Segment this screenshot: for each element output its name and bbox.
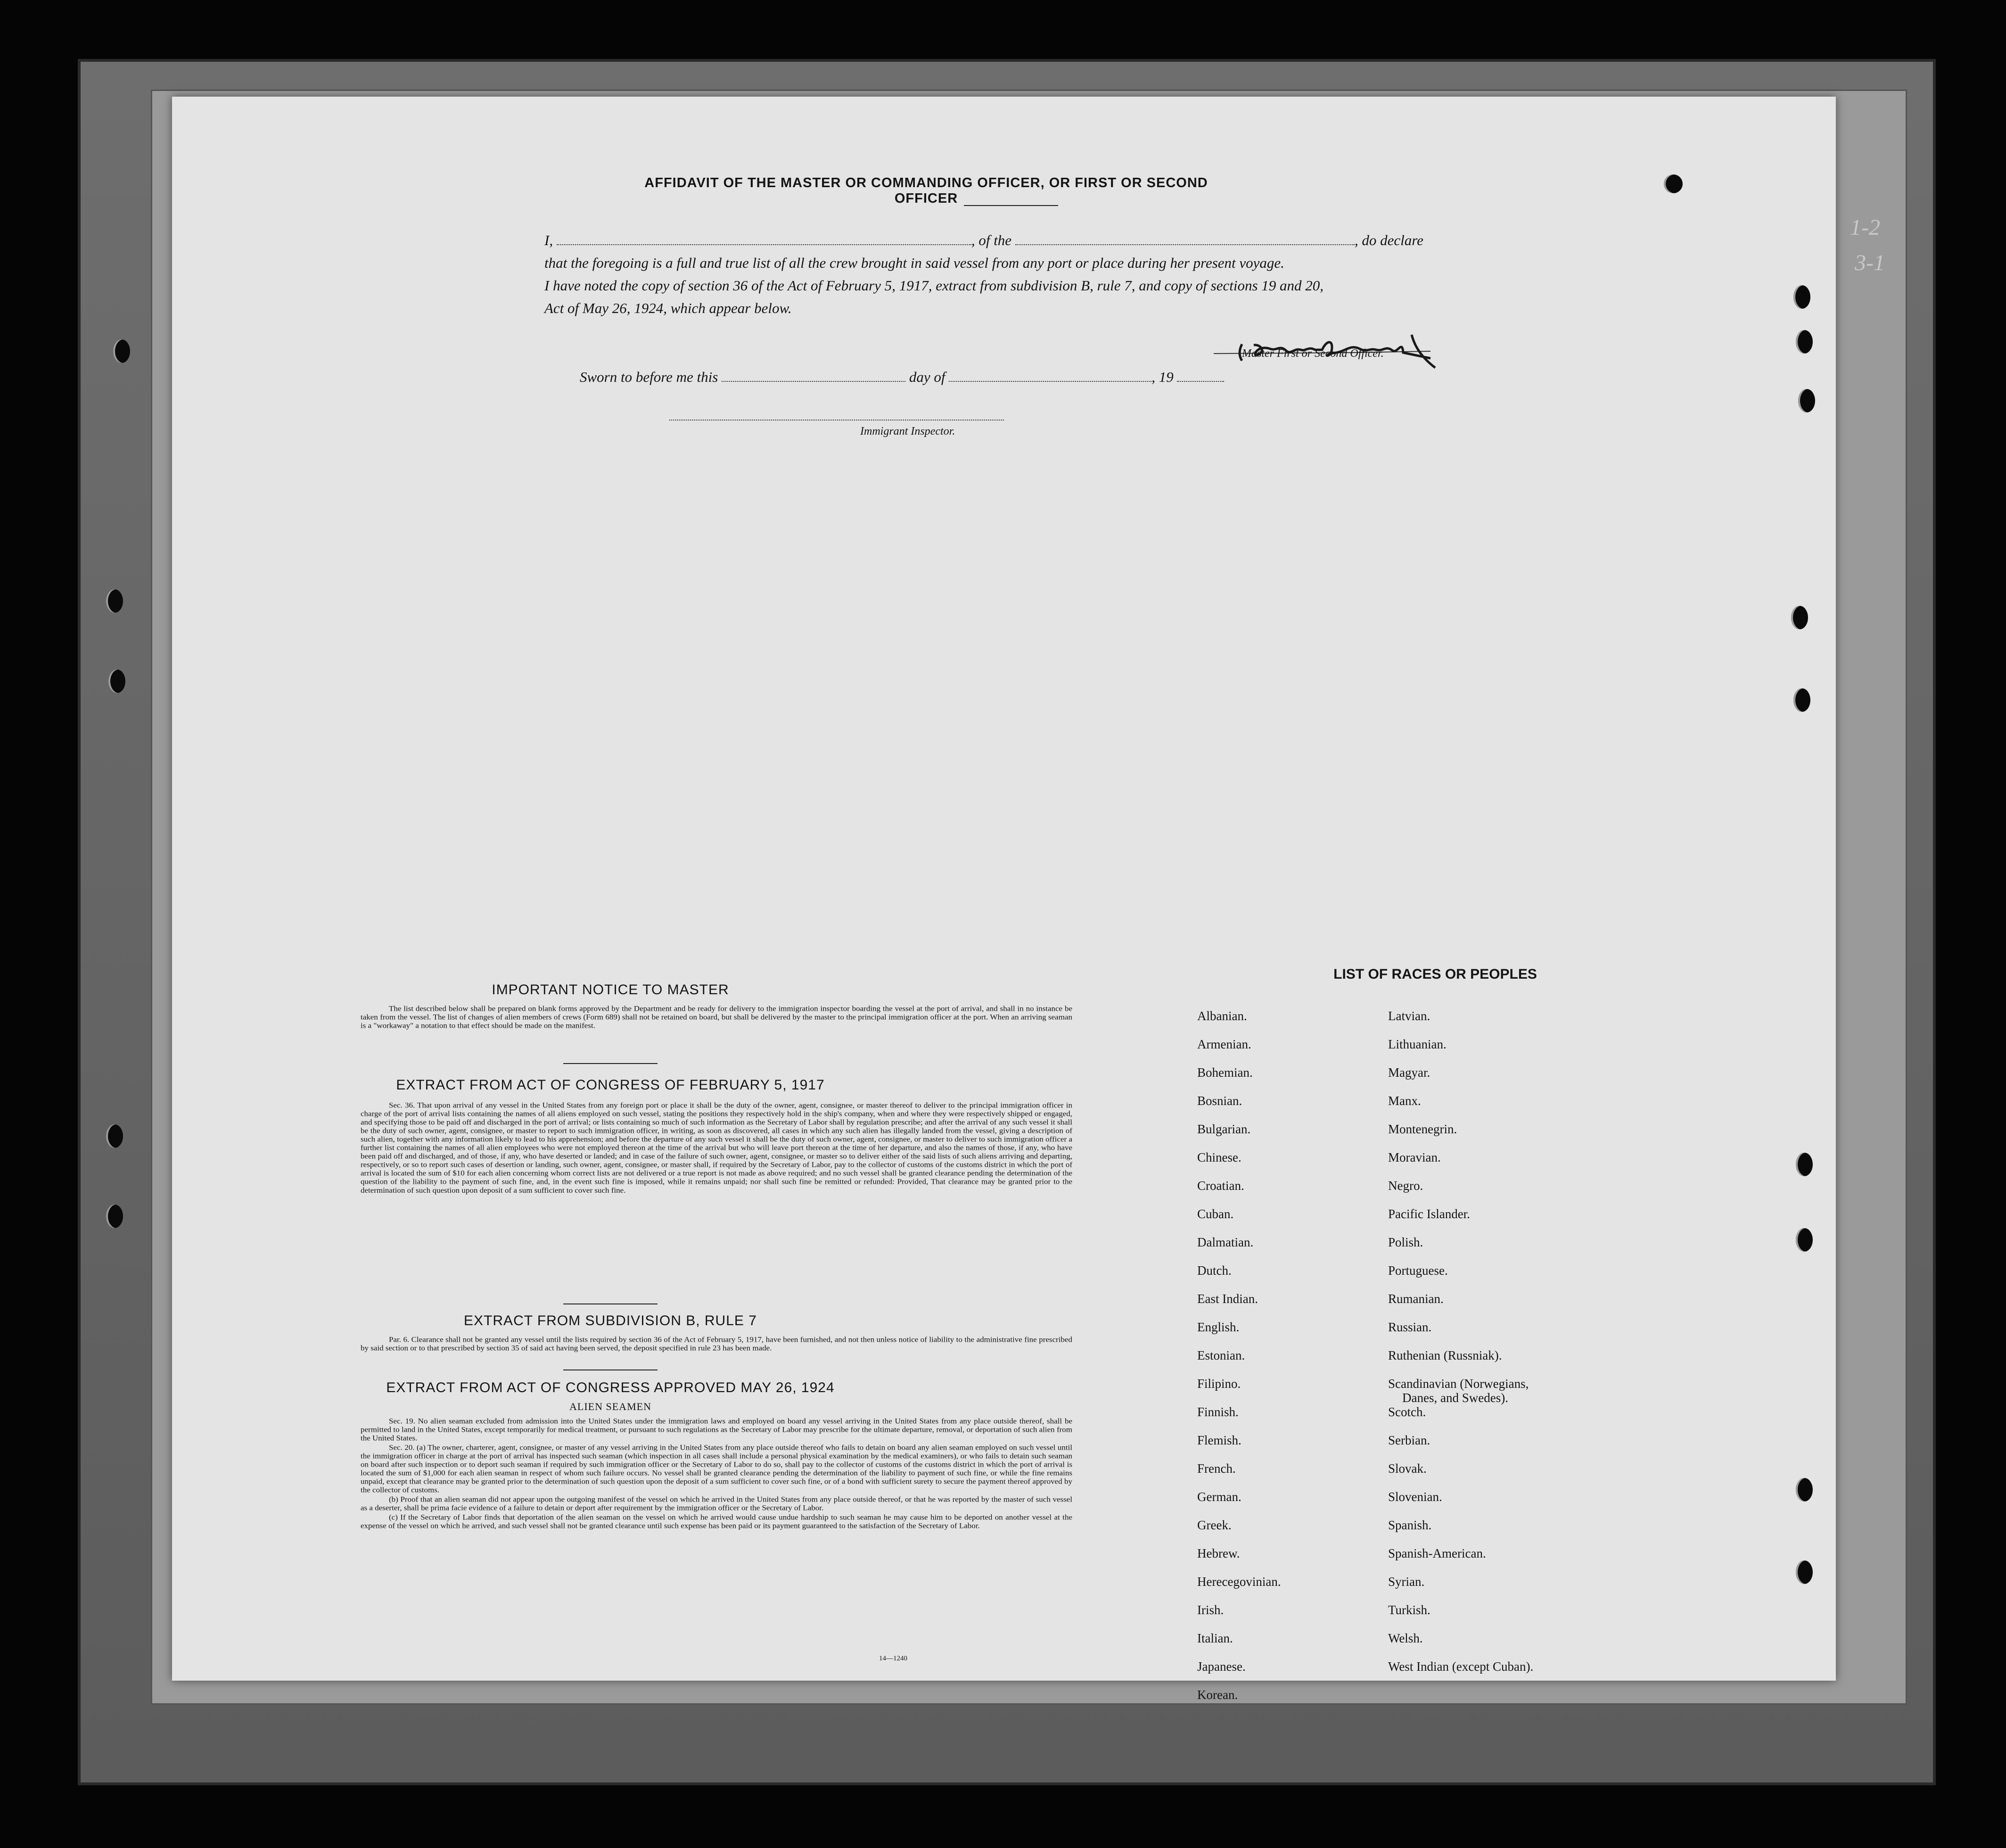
master-caption: Master First or Second Officer. bbox=[1242, 347, 1384, 360]
race-item: Cuban. bbox=[1197, 1207, 1234, 1221]
race-item: Irish. bbox=[1197, 1603, 1224, 1617]
race-item: Portuguese. bbox=[1388, 1263, 1448, 1278]
affidavit-line-2: that the foregoing is a full and true list of all the crew brought in said vessel from any port or place during her present voyage. bbox=[544, 255, 1284, 271]
race-item: Danes, and Swedes). bbox=[1402, 1391, 1508, 1405]
race-item: Syrian. bbox=[1388, 1575, 1425, 1589]
race-item: Serbian. bbox=[1388, 1433, 1431, 1447]
race-item: Chinese. bbox=[1197, 1150, 1241, 1164]
race-item: Armenian. bbox=[1197, 1037, 1251, 1051]
race-item: East Indian. bbox=[1197, 1292, 1258, 1306]
race-item: Bulgarian. bbox=[1197, 1122, 1251, 1136]
race-item: Montenegrin. bbox=[1388, 1122, 1457, 1136]
master-name-blank bbox=[557, 236, 971, 245]
race-item: Estonian. bbox=[1197, 1348, 1245, 1362]
race-item: Negro. bbox=[1388, 1179, 1423, 1193]
race-item: Spanish-American. bbox=[1388, 1546, 1486, 1560]
race-item: Moravian. bbox=[1388, 1150, 1441, 1164]
sec20c-paragraph: (c) If the Secretary of Labor finds that deportation of the alien seaman on the vessel on which he arrived would cause undue hardship to such seaman he may cause him to be deported on another vessel at the expense of the vessel on which he arrived, and such vessel shall not be granted clearance until such expense has been paid or its payment guaranteed to the satisfaction of the Secretary of Labor. bbox=[361, 1513, 1072, 1530]
sworn-year-blank bbox=[1177, 372, 1224, 382]
binder-hole bbox=[106, 589, 123, 613]
binder-hole bbox=[106, 1124, 123, 1148]
race-item: Hebrew. bbox=[1197, 1546, 1240, 1560]
race-item: Dalmatian. bbox=[1197, 1235, 1254, 1249]
margin-note-bottom: 3-1 bbox=[1855, 250, 1885, 275]
race-item: Albanian. bbox=[1197, 1009, 1247, 1023]
race-item: Scotch. bbox=[1388, 1405, 1426, 1419]
race-item: Bohemian. bbox=[1197, 1065, 1253, 1080]
affidavit-line-1 bbox=[544, 232, 1423, 249]
punch-hole bbox=[1796, 1153, 1813, 1176]
race-item: Rumanian. bbox=[1388, 1292, 1444, 1306]
notice-title: IMPORTANT NOTICE TO MASTER bbox=[492, 982, 729, 998]
sec20b-paragraph: (b) Proof that an alien seaman did not appear upon the outgoing manifest of the vessel on which he arrived in the United States from any place outside thereof, or that he was reported by the master of such vessel as a deserter, shall be prima facie evidence of a failure to detain or deport after requirement by the immigration officer or the Secretary of Labor. bbox=[361, 1495, 1072, 1512]
race-item: Polish. bbox=[1388, 1235, 1423, 1249]
race-item: Japanese. bbox=[1197, 1659, 1246, 1674]
extract-1924-title: EXTRACT FROM ACT OF CONGRESS APPROVED MAY 26, 1924 bbox=[386, 1380, 835, 1395]
punch-hole bbox=[1798, 389, 1815, 412]
races-title: LIST OF RACES OR PEOPLES bbox=[1333, 966, 1537, 982]
race-item: Korean. bbox=[1197, 1688, 1238, 1702]
rule7-paragraph: Par. 6. Clearance shall not be granted any vessel until the lists required by section 36 of the Act of February 5, 1917, have been furnished, and not then unless notice of liability to the administrative fine prescribed by said section or to that prescribed by section 35 of said act having been served, the deposit specified in rule 23 has been made. bbox=[361, 1335, 1072, 1353]
punch-hole bbox=[1796, 1560, 1813, 1584]
race-item: Pacific Islander. bbox=[1388, 1207, 1470, 1221]
race-item: Italian. bbox=[1197, 1631, 1233, 1645]
punch-hole bbox=[1793, 285, 1810, 309]
affidavit-i-label: I, bbox=[544, 232, 553, 248]
race-item: Spanish. bbox=[1388, 1518, 1432, 1532]
day-of-label: day of bbox=[909, 369, 945, 385]
race-item: Lithuanian. bbox=[1388, 1037, 1447, 1051]
race-item: Herecegovinian. bbox=[1197, 1575, 1281, 1589]
binder-hole bbox=[113, 339, 130, 363]
sec36-paragraph: Sec. 36. That upon arrival of any vessel in the United States from any foreign port or place it shall be the duty of the owner, agent, consignee, or master thereof to deliver to the principal immigration officer in charge of the port of arrival lists containing the names of all aliens employed on such vessel, stating the positions they respectively hold in the ship's company, when and where they were respectively shipped or engaged, and specifying those to be paid off and discharged in the port of arrival; or lists containing so much of such information as the Secretary of Labor shall by regulation prescribe; and after the arrival of any such vessel it shall be the duty of such owner, agent, consignee, or master to report to such immigration officer, in writing, as soon as discovered, all cases in which any such alien has illegally landed from the vessel, giving a description of such alien, together with any information likely to lead to his apprehension; and before the departure of any such vessel it shall be the duty of such owner, agent, consignee, or master to deliver to such immigration officer a further list containing the names of all alien employees who were not employed thereon at the time of the arrival but who will leave port thereon at the time of her departure, and also the names of those, if any, who have been paid off and discharged, and of those, if any, who have deserted or landed; and in case of the failure of such owner, agent, consignee, or master so to deliver either of the said lists of such aliens arriving and departing, respectively, or so to report such cases of desertion or landing, such owner, agent, consignee, or master shall, if required by the Secretary of Labor, pay to the collector of customs of the customs district in which the port of arrival is located the sum of $10 for each alien concerning whom correct lists are not delivered or a true report is not made as above required; and no such vessel shall be granted clearance pending the determination of the question of the liability to the payment of such fine, and, in the event such fine is imposed, while it remains unpaid; nor shall such fine be remitted or refunded: Provided, That clearance may be granted prior to the determination of such question upon deposit of a sum sufficient to cover such fine. bbox=[361, 1101, 1072, 1195]
binder-hole bbox=[108, 669, 125, 693]
race-item: Filipino. bbox=[1197, 1377, 1241, 1391]
race-item: Flemish. bbox=[1197, 1433, 1241, 1447]
manifest-page bbox=[172, 97, 1836, 1702]
extract-1924-body bbox=[361, 1417, 1072, 1531]
punch-hole bbox=[1796, 1478, 1813, 1502]
title-divider bbox=[964, 205, 1058, 206]
race-item: Scandinavian (Norwegians, bbox=[1388, 1377, 1529, 1391]
race-item: Magyar. bbox=[1388, 1065, 1431, 1080]
race-item: Welsh. bbox=[1388, 1631, 1423, 1645]
sec20a-paragraph: Sec. 20. (a) The owner, charterer, agent, consignee, or master of any vessel arriving in the United States from any place outside thereof who fails to detain on board any alien seaman employed on such vessel until the immigration officer in charge at the port of arrival has inspected such seaman (which inspection in all cases shall include a personal physical examination by the medical examiners), or who fails to detain such seaman on board after such inspection or to deport such seaman if required by such immigration officer or the Secretary of Labor to do so, shall pay to the collector of customs of the customs district in which the port of arrival is located the sum of $1,000 for each alien seaman in respect of whom such failure occurs. No vessel shall be granted clearance pending the determination of the liability to payment of such fine, or while the fine remains unpaid, except that clearance may be granted prior to the determination of such question upon the deposit of a sum sufficient to cover such fine, or of a bond with sufficient surety to secure the payment thereof approved by the collector of customs. bbox=[361, 1443, 1072, 1494]
punch-hole bbox=[1791, 606, 1808, 629]
inspector-signature-line bbox=[669, 420, 1004, 421]
inspector-caption: Immigrant Inspector. bbox=[860, 425, 955, 437]
notice-paragraph: The list described below shall be prepared on blank forms approved by the Department and be ready for delivery to the immigration inspector boarding the vessel at the port of arrival, and shall in no instance be taken from the vessel. The list of changes of alien members of crews (Form 689) shall not be retained on board, but shall be delivered by the master to the principal immigration officer at the port. When an arriving seaman is a "workaway" a notation to that effect should be made on the manifest. bbox=[361, 1004, 1072, 1030]
extract-1917-body bbox=[361, 1101, 1072, 1196]
race-item: West Indian (except Cuban). bbox=[1388, 1659, 1534, 1674]
form-number: 14—1240 bbox=[879, 1655, 907, 1662]
margin-note-top: 1-2 bbox=[1850, 215, 1880, 240]
race-item: Latvian. bbox=[1388, 1009, 1431, 1023]
alien-seamen-subtitle: ALIEN SEAMEN bbox=[569, 1401, 651, 1412]
binder-hole bbox=[106, 1204, 123, 1228]
affidavit-line-4: Act of May 26, 1924, which appear below. bbox=[544, 300, 792, 316]
punch-hole bbox=[1796, 1228, 1813, 1252]
race-item: Dutch. bbox=[1197, 1263, 1232, 1278]
race-item: Slovenian. bbox=[1388, 1490, 1442, 1504]
punch-hole bbox=[1664, 174, 1683, 193]
race-item: Ruthenian (Russniak). bbox=[1388, 1348, 1502, 1362]
race-item: Greek. bbox=[1197, 1518, 1232, 1532]
sworn-label: Sworn to before me this bbox=[580, 369, 718, 385]
race-item: Manx. bbox=[1388, 1094, 1421, 1108]
punch-hole bbox=[1796, 330, 1813, 354]
race-item: German. bbox=[1197, 1490, 1241, 1504]
affidavit-title: AFFIDAVIT OF THE MASTER OR COMMANDING OFFICER, OR FIRST OR SECOND OFFICER bbox=[644, 175, 1208, 206]
sworn-day-blank bbox=[722, 372, 905, 382]
race-item: English. bbox=[1197, 1320, 1240, 1334]
sworn-month-blank bbox=[949, 372, 1151, 382]
affidavit-of-the-label: , of the bbox=[971, 232, 1012, 248]
sworn-line bbox=[580, 369, 1224, 386]
notice-body bbox=[361, 1004, 1072, 1031]
punch-hole bbox=[1793, 688, 1810, 712]
race-item: Croatian. bbox=[1197, 1179, 1244, 1193]
race-item: French. bbox=[1197, 1461, 1236, 1476]
affidavit-line-3: I have noted the copy of section 36 of the Act of February 5, 1917, extract from subdivision B, rule 7, and copy of sections 19 and 20, bbox=[544, 277, 1324, 294]
affidavit-declare-label: , do declare bbox=[1354, 232, 1423, 248]
race-item: Finnish. bbox=[1197, 1405, 1239, 1419]
rule7-title: EXTRACT FROM SUBDIVISION B, RULE 7 bbox=[464, 1313, 757, 1328]
vessel-name-blank bbox=[1015, 236, 1355, 245]
rule7-body bbox=[361, 1335, 1072, 1353]
race-item: Turkish. bbox=[1388, 1603, 1431, 1617]
notice-divider bbox=[563, 1063, 658, 1064]
race-item: Slovak. bbox=[1388, 1461, 1427, 1476]
extract-1917-title: EXTRACT FROM ACT OF CONGRESS OF FEBRUARY 5, 1917 bbox=[396, 1077, 825, 1093]
race-item: Bosnian. bbox=[1197, 1094, 1242, 1108]
sec19-paragraph: Sec. 19. No alien seaman excluded from admission into the United States under the immigration laws and employed on board any vessel arriving in the United States from any place outside thereof, shall be permitted to land in the United States, except temporarily for medical treatment, or pursuant to such regulations as the Secretary of Labor may prescribe for the ultimate departure, removal, or deportation of such alien from the United States. bbox=[361, 1417, 1072, 1443]
race-item: Russian. bbox=[1388, 1320, 1432, 1334]
year-label: , 19 bbox=[1151, 369, 1174, 385]
